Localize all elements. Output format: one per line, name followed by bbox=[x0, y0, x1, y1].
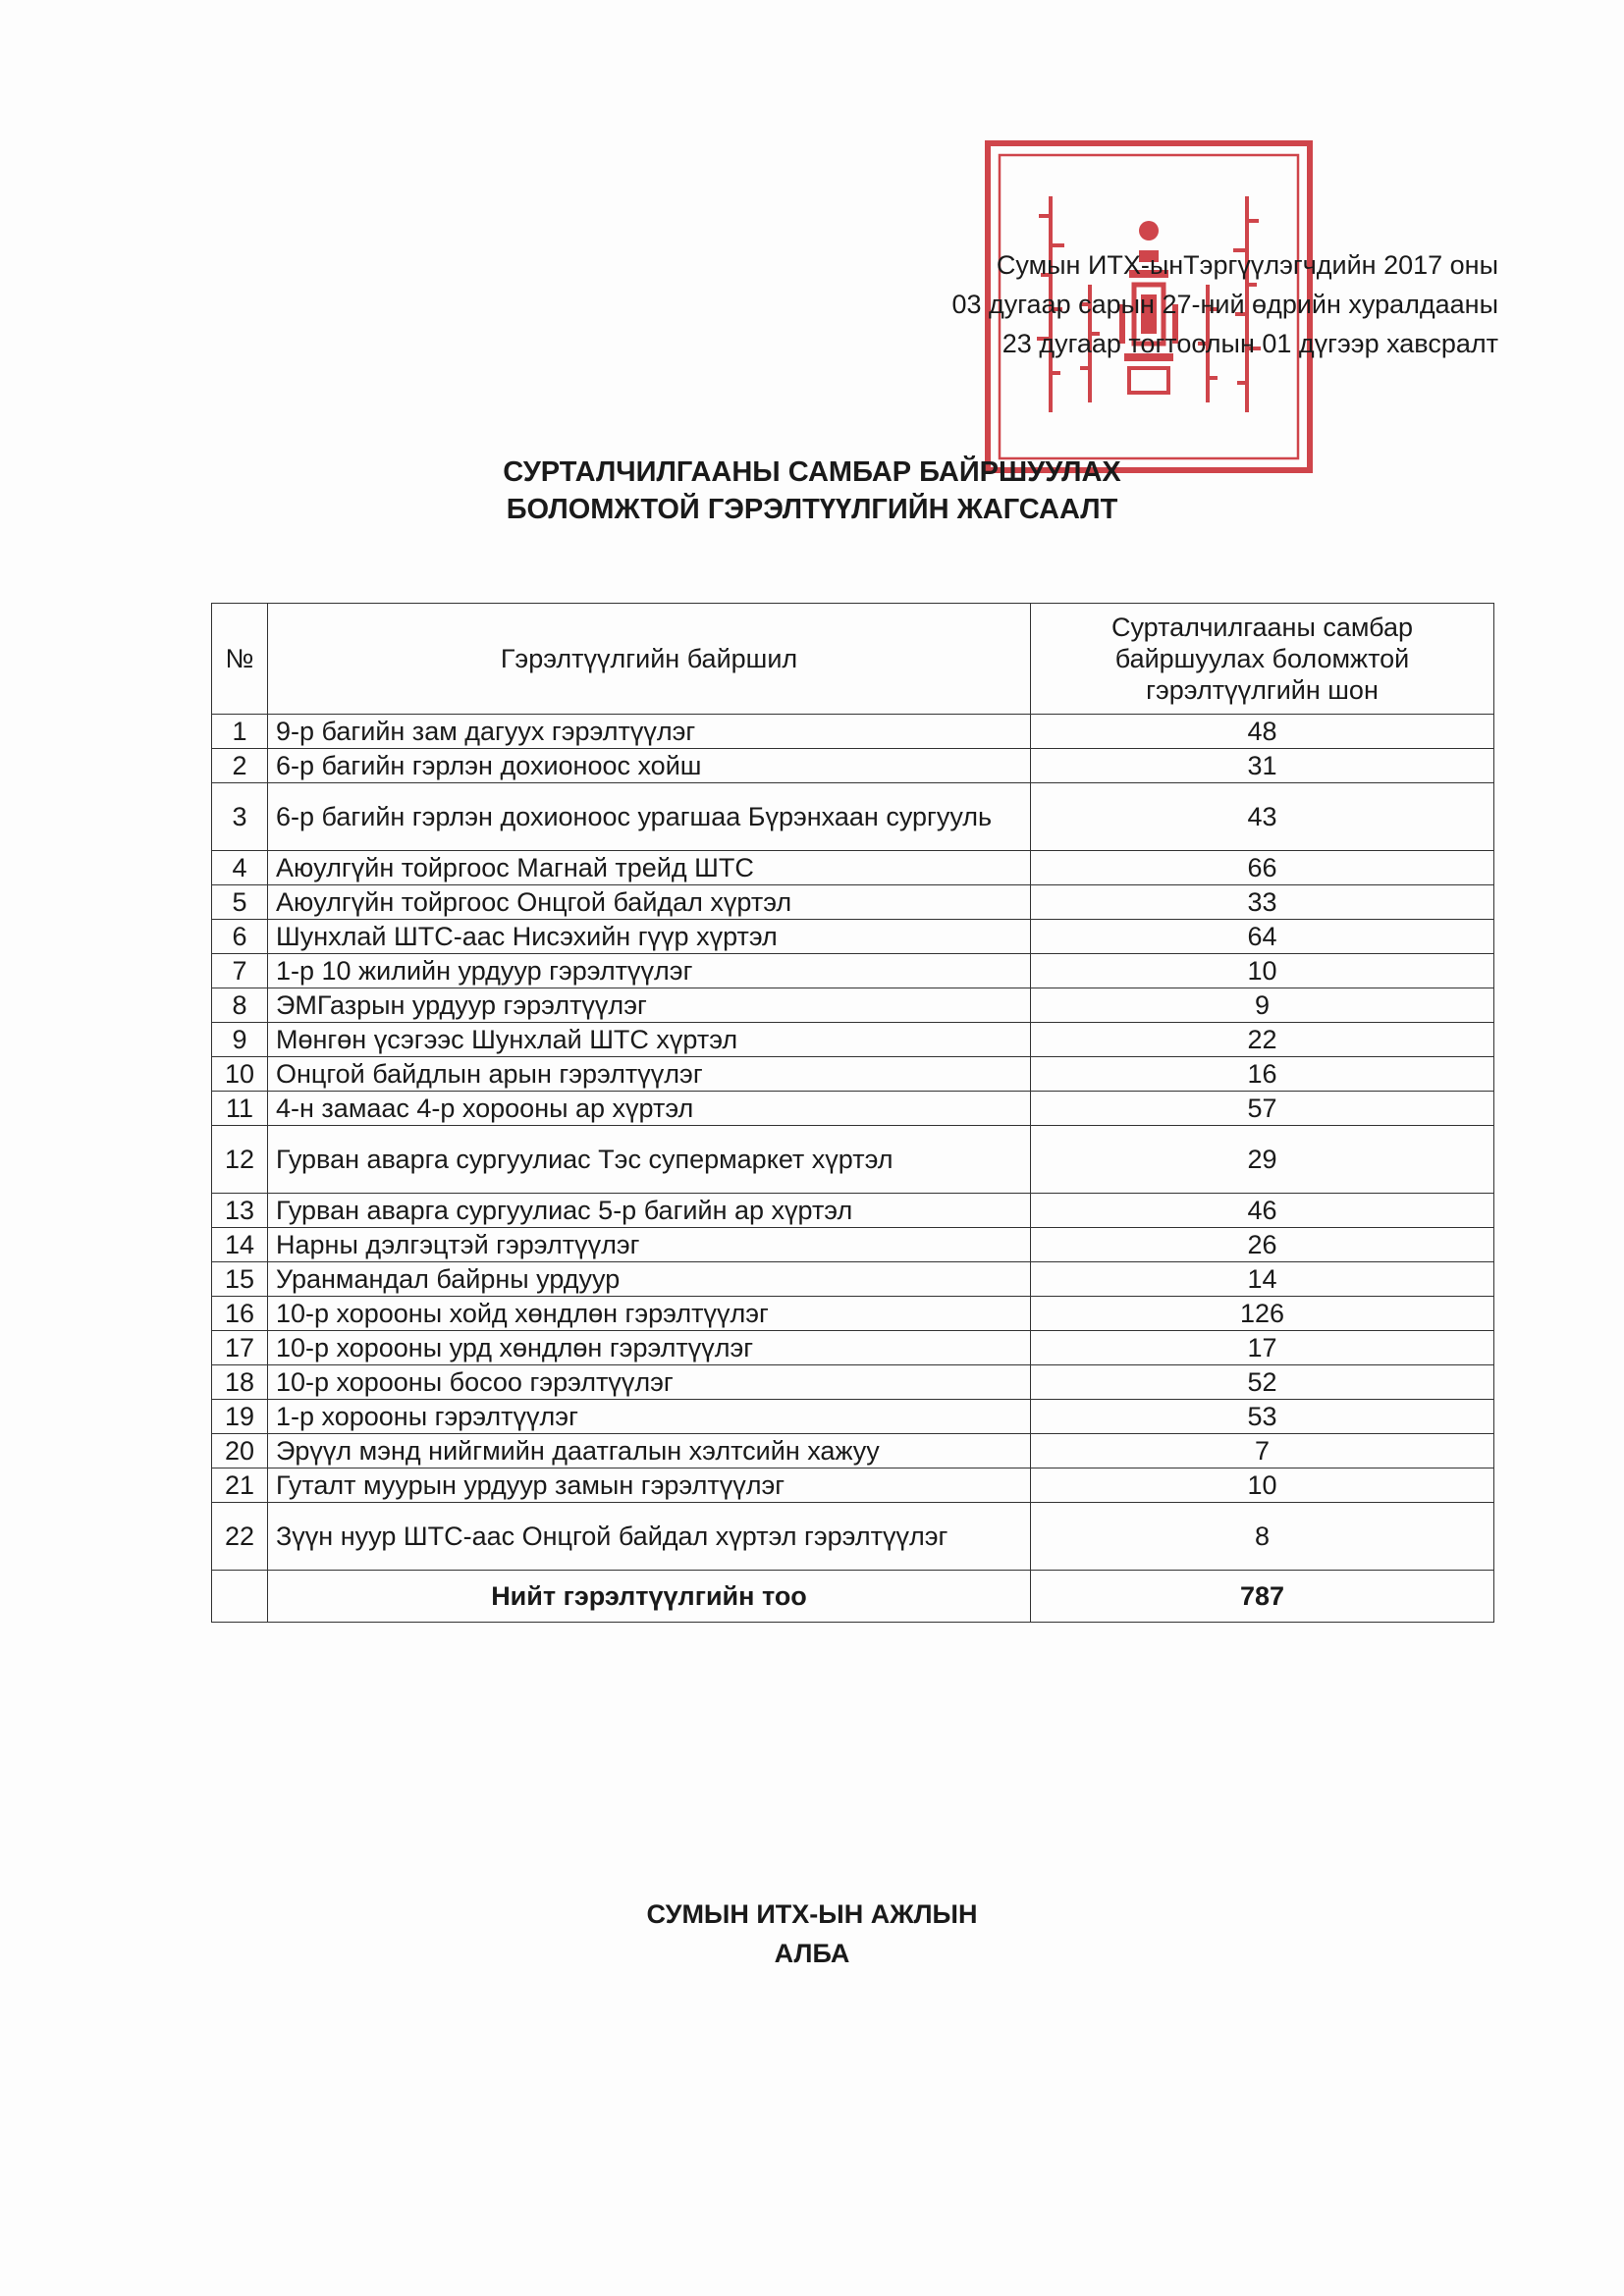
table-total-row bbox=[212, 1571, 1494, 1623]
row-count: 46 bbox=[1031, 1194, 1494, 1228]
title-line-1: СУРТАЛЧИЛГААНЫ САМБАР БАЙРШУУЛАХ bbox=[503, 456, 1121, 488]
table-row bbox=[212, 1126, 1494, 1194]
table-row bbox=[212, 1468, 1494, 1503]
row-no: 4 bbox=[212, 851, 268, 885]
row-no: 13 bbox=[212, 1194, 268, 1228]
lighting-list-table bbox=[211, 603, 1494, 1623]
document-title bbox=[0, 454, 1624, 528]
row-location: Гурван аварга сургуулиас Тэс супермаркет хүртэл bbox=[268, 1126, 1031, 1194]
table-row bbox=[212, 783, 1494, 851]
table-row bbox=[212, 851, 1494, 885]
row-count: 52 bbox=[1031, 1365, 1494, 1400]
table-row bbox=[212, 1194, 1494, 1228]
total-empty-cell bbox=[212, 1571, 268, 1623]
row-no: 8 bbox=[212, 988, 268, 1023]
row-no: 11 bbox=[212, 1092, 268, 1126]
row-count: 53 bbox=[1031, 1400, 1494, 1434]
row-location: 6-р багийн гэрлэн дохионоос урагшаа Бүрэнхаан сургууль bbox=[268, 783, 1031, 851]
row-count: 22 bbox=[1031, 1023, 1494, 1057]
row-location: 10-р хорооны босоо гэрэлтүүлэг bbox=[268, 1365, 1031, 1400]
table-row bbox=[212, 749, 1494, 783]
row-count: 126 bbox=[1031, 1297, 1494, 1331]
row-no: 5 bbox=[212, 885, 268, 920]
header-count bbox=[1031, 604, 1494, 715]
row-location: Онцгой байдлын арын гэрэлтүүлэг bbox=[268, 1057, 1031, 1092]
row-location: 10-р хорооны урд хөндлөн гэрэлтүүлэг bbox=[268, 1331, 1031, 1365]
row-no: 6 bbox=[212, 920, 268, 954]
row-location: Аюулгүйн тойргоос Онцгой байдал хүртэл bbox=[268, 885, 1031, 920]
table-row bbox=[212, 920, 1494, 954]
row-count: 64 bbox=[1031, 920, 1494, 954]
annex-line-2: 03 дугаар сарын 27-ний өдрийн хуралдааны bbox=[951, 290, 1498, 319]
table-row bbox=[212, 1092, 1494, 1126]
row-count: 17 bbox=[1031, 1331, 1494, 1365]
row-location: ЭМГазрын урдуур гэрэлтүүлэг bbox=[268, 988, 1031, 1023]
row-count: 10 bbox=[1031, 1468, 1494, 1503]
row-count: 48 bbox=[1031, 715, 1494, 749]
table-row bbox=[212, 1262, 1494, 1297]
row-no: 18 bbox=[212, 1365, 268, 1400]
row-location: Нарны дэлгэцтэй гэрэлтүүлэг bbox=[268, 1228, 1031, 1262]
table-header-row bbox=[212, 604, 1494, 715]
row-no: 16 bbox=[212, 1297, 268, 1331]
row-no: 1 bbox=[212, 715, 268, 749]
row-no: 9 bbox=[212, 1023, 268, 1057]
row-no: 21 bbox=[212, 1468, 268, 1503]
table-row bbox=[212, 885, 1494, 920]
footer-line-1: СУМЫН ИТХ-ЫН АЖЛЫН bbox=[646, 1899, 978, 1929]
row-location: 1-р 10 жилийн урдуур гэрэлтүүлэг bbox=[268, 954, 1031, 988]
row-count: 57 bbox=[1031, 1092, 1494, 1126]
annex-line-1: Сумын ИТХ-ынТэргүүлэгчдийн 2017 оны bbox=[996, 250, 1498, 280]
row-no: 20 bbox=[212, 1434, 268, 1468]
row-count: 26 bbox=[1031, 1228, 1494, 1262]
table-row bbox=[212, 1365, 1494, 1400]
row-count: 8 bbox=[1031, 1503, 1494, 1571]
total-value: 787 bbox=[1031, 1571, 1494, 1623]
annex-line-3: 23 дугаар тогтоолын 01 дүгээр хавсралт bbox=[1001, 329, 1498, 358]
header-count-line-1: Сурталчилгааны самбар bbox=[1110, 613, 1414, 642]
header-count-line-3: гэрэлтүүлгийн шон bbox=[1146, 675, 1379, 705]
table-row bbox=[212, 1297, 1494, 1331]
table-row bbox=[212, 715, 1494, 749]
row-location: Мөнгөн үсэгээс Шунхлай ШТС хүртэл bbox=[268, 1023, 1031, 1057]
footer-line-2: АЛБА bbox=[774, 1939, 850, 1968]
row-no: 3 bbox=[212, 783, 268, 851]
title-line-2: БОЛОМЖТОЙ ГЭРЭЛТҮҮЛГИЙН ЖАГСААЛТ bbox=[506, 494, 1118, 525]
row-count: 14 bbox=[1031, 1262, 1494, 1297]
row-location: Шунхлай ШТС-аас Нисэхийн гүүр хүртэл bbox=[268, 920, 1031, 954]
row-no: 19 bbox=[212, 1400, 268, 1434]
row-location: 9-р багийн зам дагуух гэрэлтүүлэг bbox=[268, 715, 1031, 749]
annex-reference bbox=[952, 245, 1499, 363]
table-row bbox=[212, 954, 1494, 988]
row-location: Аюулгүйн тойргоос Магнай трейд ШТС bbox=[268, 851, 1031, 885]
row-count: 7 bbox=[1031, 1434, 1494, 1468]
row-count: 16 bbox=[1031, 1057, 1494, 1092]
row-location: 1-р хорооны гэрэлтүүлэг bbox=[268, 1400, 1031, 1434]
row-no: 22 bbox=[212, 1503, 268, 1571]
table-row bbox=[212, 1434, 1494, 1468]
table-row bbox=[212, 1057, 1494, 1092]
table-row bbox=[212, 988, 1494, 1023]
issuing-office bbox=[0, 1895, 1624, 1973]
row-location: Уранмандал байрны урдуур bbox=[268, 1262, 1031, 1297]
row-count: 9 bbox=[1031, 988, 1494, 1023]
row-location: Гуталт муурын урдуур замын гэрэлтүүлэг bbox=[268, 1468, 1031, 1503]
table-body bbox=[212, 715, 1494, 1623]
header-count-line-2: байршуулах боломжтой bbox=[1114, 644, 1410, 673]
row-no: 14 bbox=[212, 1228, 268, 1262]
row-count: 10 bbox=[1031, 954, 1494, 988]
row-no: 17 bbox=[212, 1331, 268, 1365]
table-row bbox=[212, 1023, 1494, 1057]
row-count: 33 bbox=[1031, 885, 1494, 920]
row-no: 2 bbox=[212, 749, 268, 783]
row-location: 10-р хорооны хойд хөндлөн гэрэлтүүлэг bbox=[268, 1297, 1031, 1331]
row-count: 31 bbox=[1031, 749, 1494, 783]
table-row bbox=[212, 1503, 1494, 1571]
table-row bbox=[212, 1331, 1494, 1365]
row-count: 43 bbox=[1031, 783, 1494, 851]
row-location: 4-н замаас 4-р хорооны ар хүртэл bbox=[268, 1092, 1031, 1126]
table-row bbox=[212, 1228, 1494, 1262]
row-location: 6-р багийн гэрлэн дохионоос хойш bbox=[268, 749, 1031, 783]
row-count: 29 bbox=[1031, 1126, 1494, 1194]
row-no: 15 bbox=[212, 1262, 268, 1297]
row-location: Зүүн нуур ШТС-аас Онцгой байдал хүртэл гэрэлтүүлэг bbox=[268, 1503, 1031, 1571]
row-no: 10 bbox=[212, 1057, 268, 1092]
header-location: Гэрэлтүүлгийн байршил bbox=[268, 604, 1031, 715]
row-count: 66 bbox=[1031, 851, 1494, 885]
row-no: 7 bbox=[212, 954, 268, 988]
total-label: Нийт гэрэлтүүлгийн тоо bbox=[268, 1571, 1031, 1623]
row-location: Эрүүл мэнд нийгмийн даатгалын хэлтсийн хажуу bbox=[268, 1434, 1031, 1468]
table-row bbox=[212, 1400, 1494, 1434]
row-location: Гурван аварга сургуулиас 5-р багийн ар хүртэл bbox=[268, 1194, 1031, 1228]
header-no: № bbox=[212, 604, 268, 715]
row-no: 12 bbox=[212, 1126, 268, 1194]
